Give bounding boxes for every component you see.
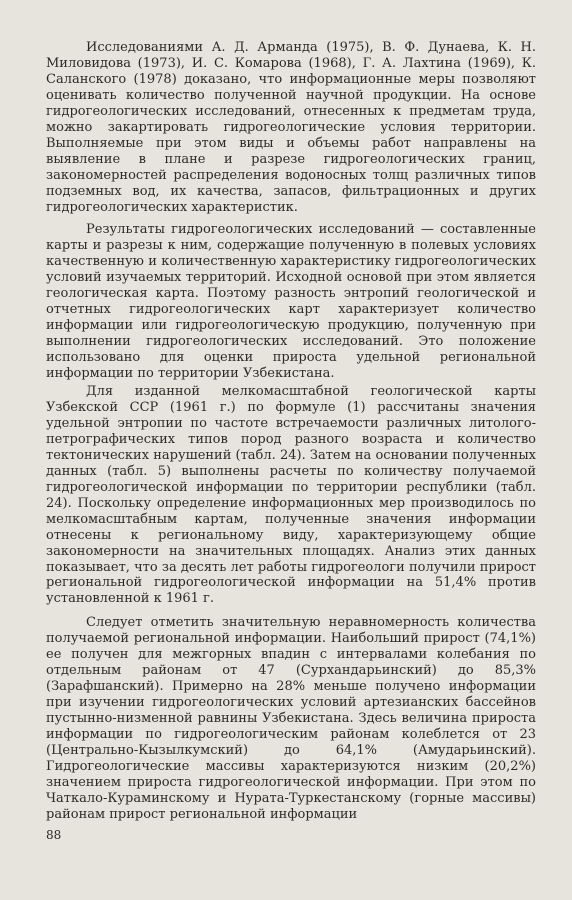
- paragraph-2: Результаты гидрогеологических исследований — составленные карты и разрезы к ним, содержащие полученную в полевых условиях качественную и количественную характеристику гидрогеологических условий изучаемых территорий. Исходной основой при этом является геологическая карта. Поэтому разность энтропий геологической и отчетных гидрогеологических карт характеризует количество информации или гидрогеологическую продукцию, полученную при выполнении гидрогеологических исследований. Это положение использовано для оценки прироста удельной региональной информации по территории Узбекистана.: [46, 222, 536, 382]
- paragraph-3: Для изданной мелкомасштабной геологической карты Узбекской ССР (1961 г.) по формуле (1) рассчитаны значения удельной энтропии по частоте встречаемости различных литолого-петрографических типов пород разного возраста и количество тектонических нарушений (табл. 24). Затем на основании полученных данных (табл. 5) выполнены расчеты по количеству получаемой гидрогеологической информации по территории республики (табл. 24). Поскольку определение информационных мер производилось по мелкомасштабным картам, полученные значения информации отнесены к региональному виду, характеризующему общие закономерности на значительных площадях. Анализ этих данных показывает, что за десять лет работы гидрогеологи получили прирост региональной гидрогеологической информации на 51,4% против установленной к 1961 г.: [46, 384, 536, 607]
- page-number: 88: [46, 828, 62, 842]
- paragraph-4: Следует отметить значительную неравномерность количества получаемой региональной информации. Наибольший прирост (74,1%) ее получен для межгорных впадин с интервалами колебания по отдельным районам от 47 (Сурхандарьинский) до 85,3% (Зарафшанский). Примерно на 28% меньше получено информации при изучении гидрогеологических условий артезианских бассейнов пустынно-низменной равнины Узбекистана. Здесь величина прироста информации по гидрогеологическим районам колеблется от 23 (Центрально-Кызылкумский) до 64,1% (Амударьинский). Гидрогеологические массивы характеризуются низким (20,2%) значением прироста гидрогеологической информации. При этом по Чаткало-Кураминскому и Нурата-Туркестанскому (горные массивы) районам прирост региональной информации: [46, 615, 536, 822]
- paragraph-1: Исследованиями А. Д. Арманда (1975), В. Ф. Дунаева, К. Н. Миловидова (1973), И. С. Комарова (1968), Г. А. Лахтина (1969), К. Саланского (1978) доказано, что информационные меры позволяют оценивать количество полученной научной продукции. На основе гидрогеологических исследований, отнесенных к предметам труда, можно закартировать гидрогеологические условия территории. Выполняемые при этом виды и объемы работ направлены на выявление в плане и разрезе гидрогеологических границ, закономерностей распределения водоносных толщ различных типов подземных вод, их качества, запасов, фильтрационных и других гидрогеологических характеристик.: [46, 40, 536, 215]
